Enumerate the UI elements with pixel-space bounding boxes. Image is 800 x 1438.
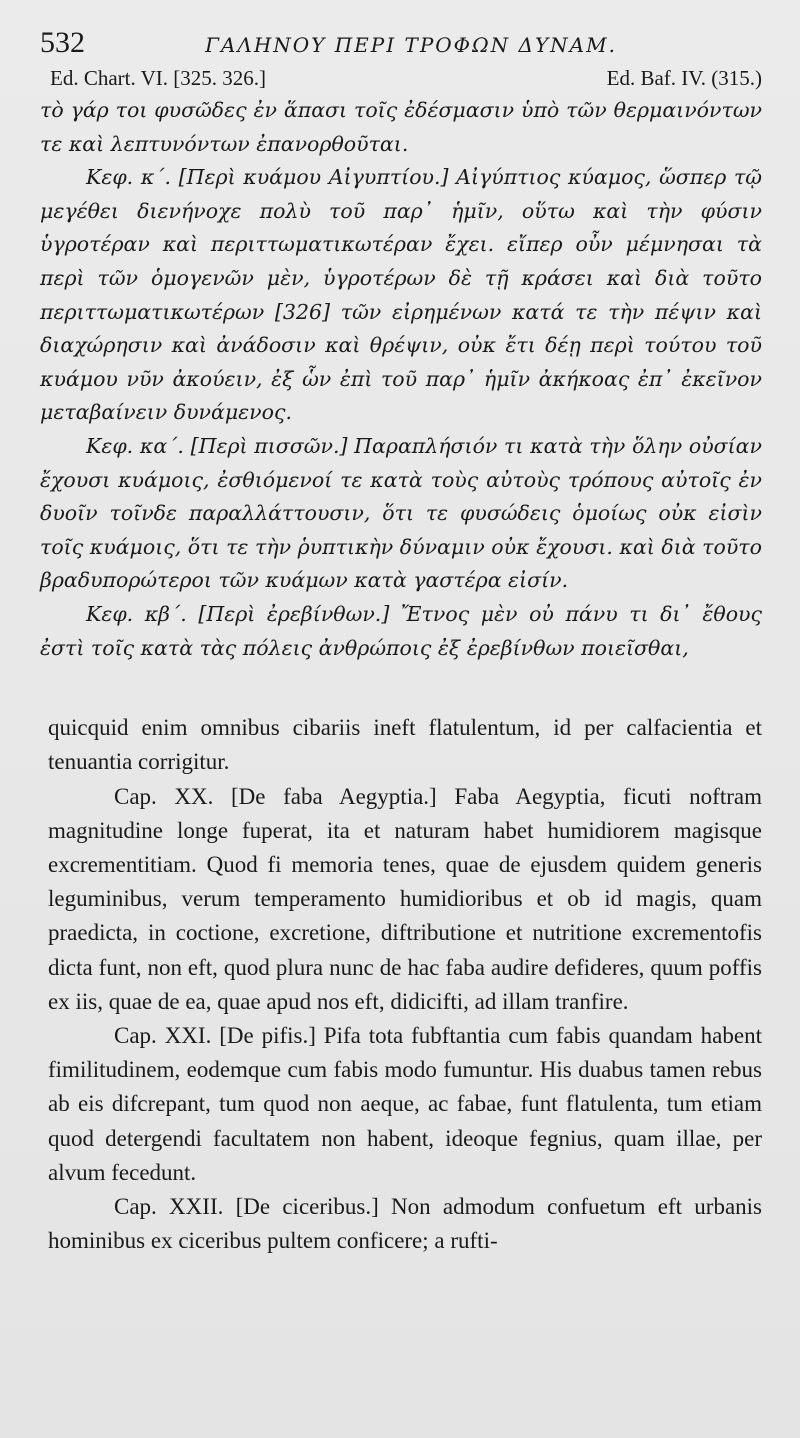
greek-text-block bbox=[40, 94, 762, 665]
edition-chartier-reference: Ed. Chart. VI. [325. 326.] bbox=[50, 66, 266, 90]
greek-paragraph-chapter-22: Κεφ. κβ΄. [Περὶ ἐρεβίνθων.] Ἔτνος μὲν οὐ πάνυ τι δι᾽ ἔθους ἐστὶ τοῖς κατὰ τὰς πόλεις ἀνθρώποις ἐξ ἐρεβίνθων ποιεῖσθαι, bbox=[40, 601, 762, 660]
edition-basel-reference: Ed. Baf. IV. (315.) bbox=[606, 66, 762, 90]
greek-paragraph-chapter-20: Κεφ. κ΄. [Περὶ κυάμου Αἰγυπτίου.] Αἰγύπτιος κύαμος, ὥσπερ τῷ μεγέθει διενήνοχε πολὺ τοῦ παρ᾽ ἡμῖν, οὕτω καὶ τὴν φύσιν ὑγροτέραν καὶ περιττωματικωτέραν ἔχει. εἴπερ οὖν μέμνησαι τὰ περὶ τῶν ὁμογενῶν μὲν, ὑγροτέρων δὲ τῇ κράσει καὶ διὰ τοῦτο περιττωματικωτέρων [326] τῶν εἰρημένων κατά τε τὴν πέψιν καὶ διαχώρησιν καὶ ἀνάδοσιν καὶ θρέψιν, οὐκ ἔτι δέῃ περὶ τούτου τοῦ κυάμου νῦν ἀκούειν, ἐξ ὧν ἐπὶ τοῦ παρ᾽ ἡμῖν ἀκήκοας ἐπ᾽ ἐκεῖνον μεταβαίνειν δυνάμενος. bbox=[40, 165, 762, 425]
latin-paragraph-chapter-20: Cap. XX. [De faba Aegyptia.] Faba Aegyptia, ficuti noftram magnitudine longe fuperat, ita et naturam habet humidiorem magisque excrementitiam. Quod fi memoria tenes, quae de ejusdem quidem generis leguminibus, verum temperamento humidioribus et ob id magis, quam praedicta, in coctione, excretione, diftributione et nutritione excrementofis dicta funt, non eft, quod plura nunc de hac faba audire defideres, quum poffis ex iis, quae de ea, quae apud nos eft, didicifti, ad illam tranfire. bbox=[48, 783, 762, 1014]
latin-paragraph-chapter-21: Cap. XXI. [De pifis.] Pifa tota fubftantia cum fabis quandam habent fimilitudinem, eodemque cum fabis modo fumuntur. His duabus tamen rebus ab eis difcrepant, tum quod non aeque, ac fabae, funt flatulenta, tum etiam quod detergendi facultatem non habent, ideoque fegnius, quam illae, per alvum fecedunt. bbox=[48, 1022, 762, 1185]
edition-reference-line bbox=[50, 66, 762, 94]
latin-translation-block bbox=[40, 711, 762, 1258]
latin-paragraph-chapter-22: Cap. XXII. [De ciceribus.] Non admodum confuetum eft urbanis hominibus ex ciceribus pultem conficere; a rufti- bbox=[48, 1193, 762, 1254]
column-separator bbox=[40, 665, 762, 711]
greek-paragraph: τὸ γάρ τοι φυσῶδες ἐν ἅπασι τοῖς ἐδέσμασιν ὑπὸ τῶν θερμαινόντων τε καὶ λεπτυνόντων ἐπανορθοῦται. bbox=[40, 98, 762, 156]
latin-paragraph: quicquid enim omnibus cibariis ineft flatulentum, id per calfacientia et tenuantia corrigitur. bbox=[48, 715, 762, 775]
running-head bbox=[40, 26, 762, 66]
greek-paragraph-chapter-21: Κεφ. κα΄. [Περὶ πισσῶν.] Παραπλήσιόν τι κατὰ τὴν ὅλην οὐσίαν ἔχουσι κυάμοις, ἐσθιόμενοί τε κατὰ τοὺς αὐτοὺς τρόπους αὐτοῖς ἐν δυοῖν τοῖνδε παραλλάττουσιν, ὅτι τε φυσώδεις ὁμοίως οὐκ εἰσὶν τοῖς κυάμοις, ὅτι τε τὴν ῥυπτικὴν δύναμιν οὐκ ἔχουσι. καὶ διὰ τοῦτο βραδυπορώτεροι τῶν κυάμων κατὰ γαστέρα εἰσίν. bbox=[40, 433, 762, 593]
page-number: 532 bbox=[40, 26, 85, 59]
running-title: ΓΑΛΗΝΟΥ ΠΕΡΙ ΤΡΟΦΩΝ ΔΥΝΑΜ. bbox=[205, 33, 617, 57]
